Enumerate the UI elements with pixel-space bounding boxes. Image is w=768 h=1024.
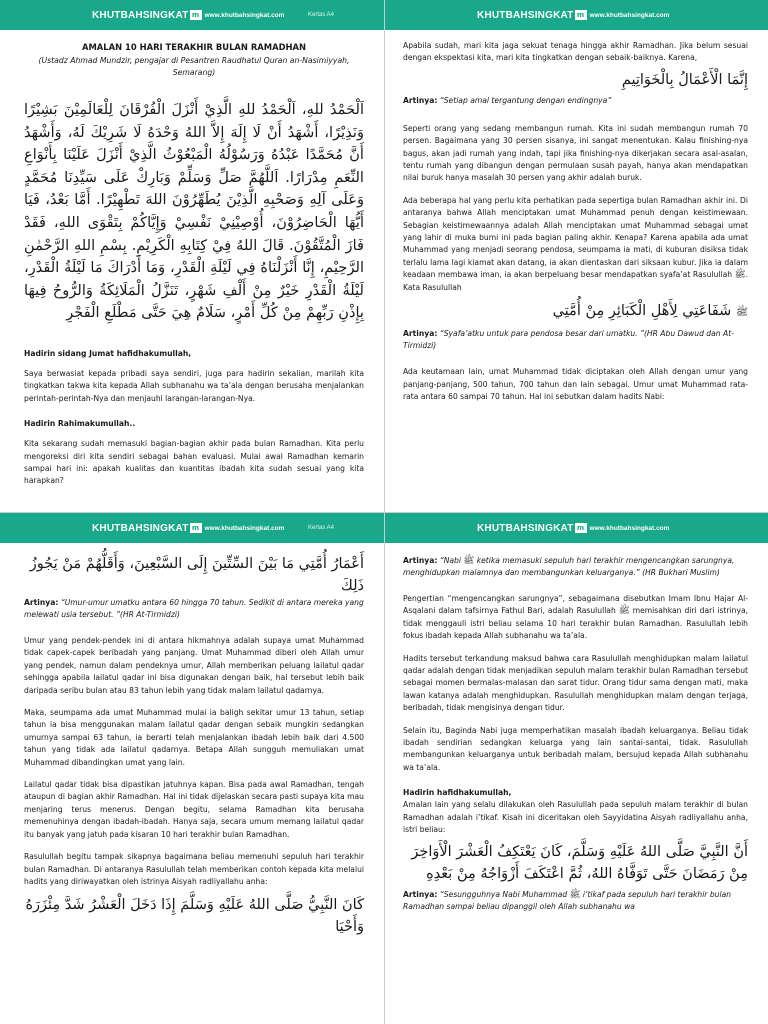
paragraph-seumpama: Maka, seumpama ada umat Muhammad mulai ia baligh sekitar umur 13 tahun, setiap tahun ia bisa menggunakan malam lailatul qadar dengan sebaik mungkin sedangkan umurnya sampai 63 tahun, ia berarti telah menjalankan ibadah lebih baik dari 4.500 tahun yang tidak ada lailatul qadarnya. Betapa Allah sungguh memuliakan umat Muhammad dibandingkan umat yang lain.	[24, 708, 364, 767]
arabic-syafaati	[403, 300, 748, 324]
paragraph-evaluasi: Kita sekarang sudah memasuki bagian-bagian akhir pada bulan Ramadhan. Kita perlu mengoreksi diri kita sendiri sebagai bahan evaluasi. Mulai awal Ramadhan kemarin sampai hari ini: apakah kualitas dan kuantitas ibadah kita sudah sesuai yang kita harapkan?	[24, 439, 364, 486]
site-url[interactable]: www.khutbahsingkat.com	[204, 11, 285, 19]
paragraph-hikmah: Umur yang pendek-pendek ini di antara hikmahnya adalah supaya umat Muhammad tidak capek-capek beribadah yang panjang. Umat Muhammad diberi oleh Allah umur yang pendek, namun dalam pendeknya umur, Allah memberikan peluang lailatul qadar sehingga apabila lailatul qadar ini bisa digunakan dengan baik, hal tersebut lebih baik daripada seribu bulan atau 83 tahun lebih yang tidak malam lailatul qadarnya.	[24, 636, 364, 695]
translation-syafaati	[403, 328, 748, 352]
translation-amaru-ummati	[24, 597, 364, 621]
paragraph-rasulullah: Rasulullah begitu tampak sikapnya bagaimana beliau memenuhi sepuluh hari terakhir bulan Ramadhan. Di antaranya Rasulullah telah memberikan contoh kepada kita melalui hadits yang diriwayatkan oleh istrinya Aisyah radliyallahu anha:	[24, 852, 364, 886]
page-1	[0, 0, 384, 512]
artinya-label: Artinya:	[403, 329, 438, 339]
translation-syadda-mizar	[403, 555, 748, 579]
heading-rahimakumullah: Hadirin Rahimakumullah..	[24, 419, 136, 429]
paragraph-umur: Ada keutamaan lain, umat Muhammad tidak diciptakan oleh Allah dengan umur yang panjang-panjang, 500 tahun, 700 tahun dan lain sebagai. Umur umat Muhammad rata-rata antara 60 sampai 70 tahun. Hal ini sebutkan dalam hadits Nabi:	[403, 367, 748, 401]
paper-size-label: Kertas A4	[307, 12, 334, 18]
artinya-label: Artinya:	[24, 598, 59, 607]
translation-innamal-amal	[403, 95, 748, 107]
heading-hadirin-sidang: Hadirin sidang Jumat hafidhakumullah,	[24, 348, 192, 358]
arabic-kanan-nabi: كَانَ النَّبِيُّ صَلَّى اللهُ عَلَيْهِ وَسَلَّمَ إِذَا دَخَلَ الْعَشْرُ شَدَّ مِئْزَرَهُ وَأَحْيَا	[25, 897, 364, 936]
translation-text: “Umur-umur umatku antara 60 hingga 70 tahun. Sedikit di antara mereka yang melewati usia tersebut. ”(HR At-Tirmidzi)	[24, 598, 364, 619]
brand-logo-icon: m	[575, 523, 587, 533]
paragraph-keistimewaan	[403, 195, 748, 294]
brand-logo-icon: m	[190, 10, 202, 20]
saw-icon: ﷺ	[569, 889, 581, 900]
translation-text: “Sesungguhnya Nabi Muhammad	[437, 889, 570, 899]
page-header	[0, 513, 384, 543]
page-header	[0, 0, 384, 30]
brand-name: KHUTBAHSINGKAT	[92, 522, 189, 534]
artinya-label: Artinya:	[403, 889, 438, 899]
translation-text: “Setiap amal tergantung dengan endingnya”	[437, 95, 612, 105]
translation-text: ketika memasuki sepuluh hari terakhir mengencangkan sarungnya, menghidupkan malamnya dan membangunkan keluarganya.” (HR Bukhari Muslim)	[403, 556, 735, 577]
paragraph-pengertian	[403, 593, 748, 643]
brand-logo-icon: m	[190, 523, 202, 533]
saw-icon: ﷺ	[735, 307, 748, 319]
brand-logo-icon: m	[575, 10, 587, 20]
paragraph-text: memisahkan diri dari istrinya, tidak menggauli istri beliau selama 10 hari terakhir bulan Ramadhan. Rasulullah lebih fokus ibadah kepada Allah subhanahu wa ta’ala.	[403, 606, 749, 641]
arabic-text: شَفَاعَتِي لِأَهْلِ الْكَبَائِرِ مِنْ أُمَّتِي	[552, 303, 732, 320]
site-url[interactable]: www.khutbahsingkat.com	[204, 524, 285, 532]
paragraph-keluarga: Selain itu, Baginda Nabi juga memperhatikan masalah ibadah keluarganya. Beliau tidak ibadah sendirian sedangkan keluarga yang lain santai-santai, tidak. Rasulullah membangunkan keluarganya untuk beribadah malam, bersujud kepada Allah subhanahu wa ta’ala.	[403, 725, 748, 772]
khutbah-title: AMALAN 10 HARI TERAKHIR BULAN RAMADHAN	[81, 42, 307, 52]
paragraph-text: . Kata Rasulullah	[403, 270, 748, 292]
translation-text: “Nabi	[437, 556, 464, 565]
saw-icon: ﷺ	[618, 606, 630, 617]
artinya-label: Artinya:	[403, 556, 438, 565]
brand-name: KHUTBAHSINGKAT	[477, 9, 574, 21]
arabic-itikaf-hadith: أَنَّ النَّبِيَّ صَلَّى اللهُ عَلَيْهِ وَسَلَّمَ، كَانَ يَعْتَكِفُ الْعَشْرَ الْأَوَاخِرَ مِنْ رَمَضَانَ حَتَّى تَوَفَّاهُ اللهُ، ثُمَّ اعْتَكَفَ أَزْوَاجُهُ مِنْ بَعْدِهِ	[411, 843, 748, 882]
paragraph-wasiat: Saya berwasiat kepada pribadi saya sendiri, juga para hadirin sekalian, marilah kita tingkatkan takwa kita kepada Allah subhanahu wa ta’ala dengan berusaha menjalankan perintah-perintah-Nya dan menjauhi larangan-larangan-Nya.	[24, 368, 364, 403]
brand-name: KHUTBAHSINGKAT	[92, 9, 189, 21]
page-2	[384, 0, 768, 512]
paragraph-text: Pengertian “mengencangkan sarungnya”, sebagaimana disebutkan Imam Ibnu Hajar Al-Asqalani dalam tafsirnya Fathul Bari, adalah Rasulullah	[403, 594, 748, 616]
saw-icon: ﷺ	[734, 270, 746, 281]
paragraph-hadits-maksud: Hadits tersebut terkandung maksud bahwa cara Rasulullah menghidupkan malam lailatul qadar adalah dengan tidak menjadikan sepuluh malam terakhir bulan Ramadhan tersebut sebagai momen bermalas-malasan dan sarat tidur. Orang tidur sama dengan mati, maka lawan katanya adalah menghidupkan. Rasulullah menghidupkan malam dengan terjaga, beribadah, tidak mengisinya dengan tidur.	[403, 653, 748, 713]
arabic-innamal-amal: إِنَّمَا الْأَعْمَالُ بِالْخَوَاتِيمِ	[621, 71, 748, 88]
paragraph-text: Ada beberapa hal yang perlu kita perhatikan pada sepertiga bulan Ramadhan akhir ini. Di antaranya bahwa Allah menciptakan umat Muhammad penuh dengan keistimewaan. Sebagian keistimewaannya adalah Allah menciptakan umat Muhammad sebagai umat yang lahir di muka bumi ini pada bagian paling akhir. Kenapa? Karena apabila ada umat Muhammad yang menjadi seorang pendosa, seumpama ia mati, di kuburan disiksa tidak terlalu lama lagi kiamat akan datang, ia akan dientaskan dari siksaan kubur. Jika ia dalam keadaan membawa iman, ia akan berpeluang besar mendapatkan syafa’at Rasulullah	[403, 195, 748, 280]
arabic-amaru-ummati: أَعْمَارُ أُمَّتِي مَا بَيْنَ السِّتِّينَ إِلَى السَّبْعِينَ، وَأَقَلُّهُمْ مَنْ يَجُوزُ ذَلِكَ	[29, 556, 364, 594]
paragraph-apabila: Apabila sudah, mari kita jaga sekuat tenaga hingga akhir Ramadhan. Jika belum sesuai dengan ekspektasi kita, mari kita tingkatkan dengan sebaik-baiknya. Karena,	[403, 41, 748, 63]
site-url[interactable]: www.khutbahsingkat.com	[589, 524, 670, 532]
paragraph-rumah: Seperti orang yang sedang membangun rumah. Kita ini sudah membangun rumah 70 persen. Bagaimana yang 30 persen sisanya, ini sangat menentukan. Kalau finishing-nya bagus, akan jadi rumah yang indah, tapi jika finishing-nya dikerjakan secara asal-asalan, tentu rumah yang dibangun dengan permulaan susah payah, hanya akan mendapatkan nilai buruk hanya masalah 30 persen yang akhir adalah buruk.	[403, 123, 748, 183]
translation-text: “Syafa’atku untuk para pendosa besar dari umatku. ”(HR Abu Dawud dan At- Tirmidzi)	[403, 329, 734, 351]
page-4	[384, 512, 768, 1024]
opening-arabic-text: اَلْحَمْدُ للهِ، اَلْحَمْدُ للهِ الَّذِيْ أَنْزَلَ الْفُرْقَانَ لِلْعَالَمِيْنَ بَشِيْرًا وَنَذِيْرًا، أَشْهَدُ أَنْ لَا إِلَهَ إِلاَّ اللهُ وَحْدَهُ لَا شَرِيْكَ لَهُ، وَأَشْهَدُ أَنَّ مُحَمَّدًا عَبْدُهُ وَرَسُوْلُهُ الْمَبْعُوْثُ الَّذِيْ أَنْزَلَ عَلَيْنَا بِأَنْوَاعِ النِّعَمِ مِدْرَارًا. اَللَّهُمَّ صَلِّ وَسَلِّمْ وَبَارِكْ عَلَى سَيِّدِنَا مُحَمَّدٍ وَعَلَى آلِهِ وَصَحْبِهِ الَّذِيْنَ يُطَهِّرُوْنَ اللهَ تَطْهِيْرًا. أَمَّا بَعْدُ، فَيَا أَيُّهَا الْحَاضِرُوْنَ، أُوْصِيْنِيْ نَفْسِيْ وَإِيَّاكُمْ بِتَقْوَى اللهِ، فَقَدْ فَازَ الْمُتَّقُوْنَ. قَالَ اللهُ فِيْ كِتَابِهِ الْكَرِيْمِ. بِسْمِ اللهِ الرَّحْمٰنِ الرَّحِيْمِ، إِنَّا أَنْزَلْنَاهُ فِي لَيْلَةِ الْقَدْرِ، وَمَا أَدْرَاكَ مَا لَيْلَةُ الْقَدْرِ، لَيْلَةُ الْقَدْرِ خَيْرٌ مِنْ أَلْفِ شَهْرٍ، تَنَزَّلُ الْمَلَائِكَةُ وَالرُّوحُ فِيهَا بِإِذْنِ رَبِّهِمْ مِنْ كُلِّ أَمْرٍ، سَلَامٌ هِيَ حَتَّى مَطْلَعِ الْفَجْرِ	[24, 101, 364, 322]
artinya-label: Artinya:	[403, 95, 438, 105]
translation-itikaf	[403, 889, 748, 913]
paragraph-itikaf: Amalan lain yang selalu dilakukan oleh Rasulullah pada sepuluh malam terakhir di bulan Ramadhan adalah i’tikaf. Kisah ini diceritakan oleh Sayyidatina Aisyah radliyallahu anha, istri beliau:	[403, 800, 748, 835]
page-header	[385, 513, 768, 543]
paragraph-lailatul-qadar: Lailatul qadar tidak bisa dipastikan jatuhnya kapan. Bisa pada awal Ramadhan, tengah ataupun di bagian akhir Ramadhan. Hal ini tidak dijelaskan secara pasti supaya kita mau menjaring terus menerus. Dengan begitu, selama Ramadhan kita berusaha memenuhinya dengan ibadah-ibadah. Hanya saja, secara umum memang lailatul qadar itu banyak yang jatuh pada kisaran 10 hari terakhir bulan Ramadhan.	[24, 780, 364, 839]
saw-icon: ﷺ	[463, 556, 475, 566]
paper-size-label: Kertas A4	[307, 525, 334, 531]
brand-name: KHUTBAHSINGKAT	[477, 522, 574, 534]
site-url[interactable]: www.khutbahsingkat.com	[589, 11, 670, 19]
translation-text: i’tikaf pada sepuluh hari terakhir bulan Ramadhan sampai beliau dipanggil oleh Allah subhanahu wa	[403, 889, 732, 911]
page-header	[385, 0, 768, 30]
khutbah-author: (Ustadz Ahmad Mundzir, pengajar di Pesantren Raudhatul Quran an-Nasimiyyah, Semarang)	[38, 56, 350, 77]
heading-hafidhakumullah: Hadirin hafidhakumullah,	[403, 788, 512, 798]
page-3	[0, 512, 384, 1024]
